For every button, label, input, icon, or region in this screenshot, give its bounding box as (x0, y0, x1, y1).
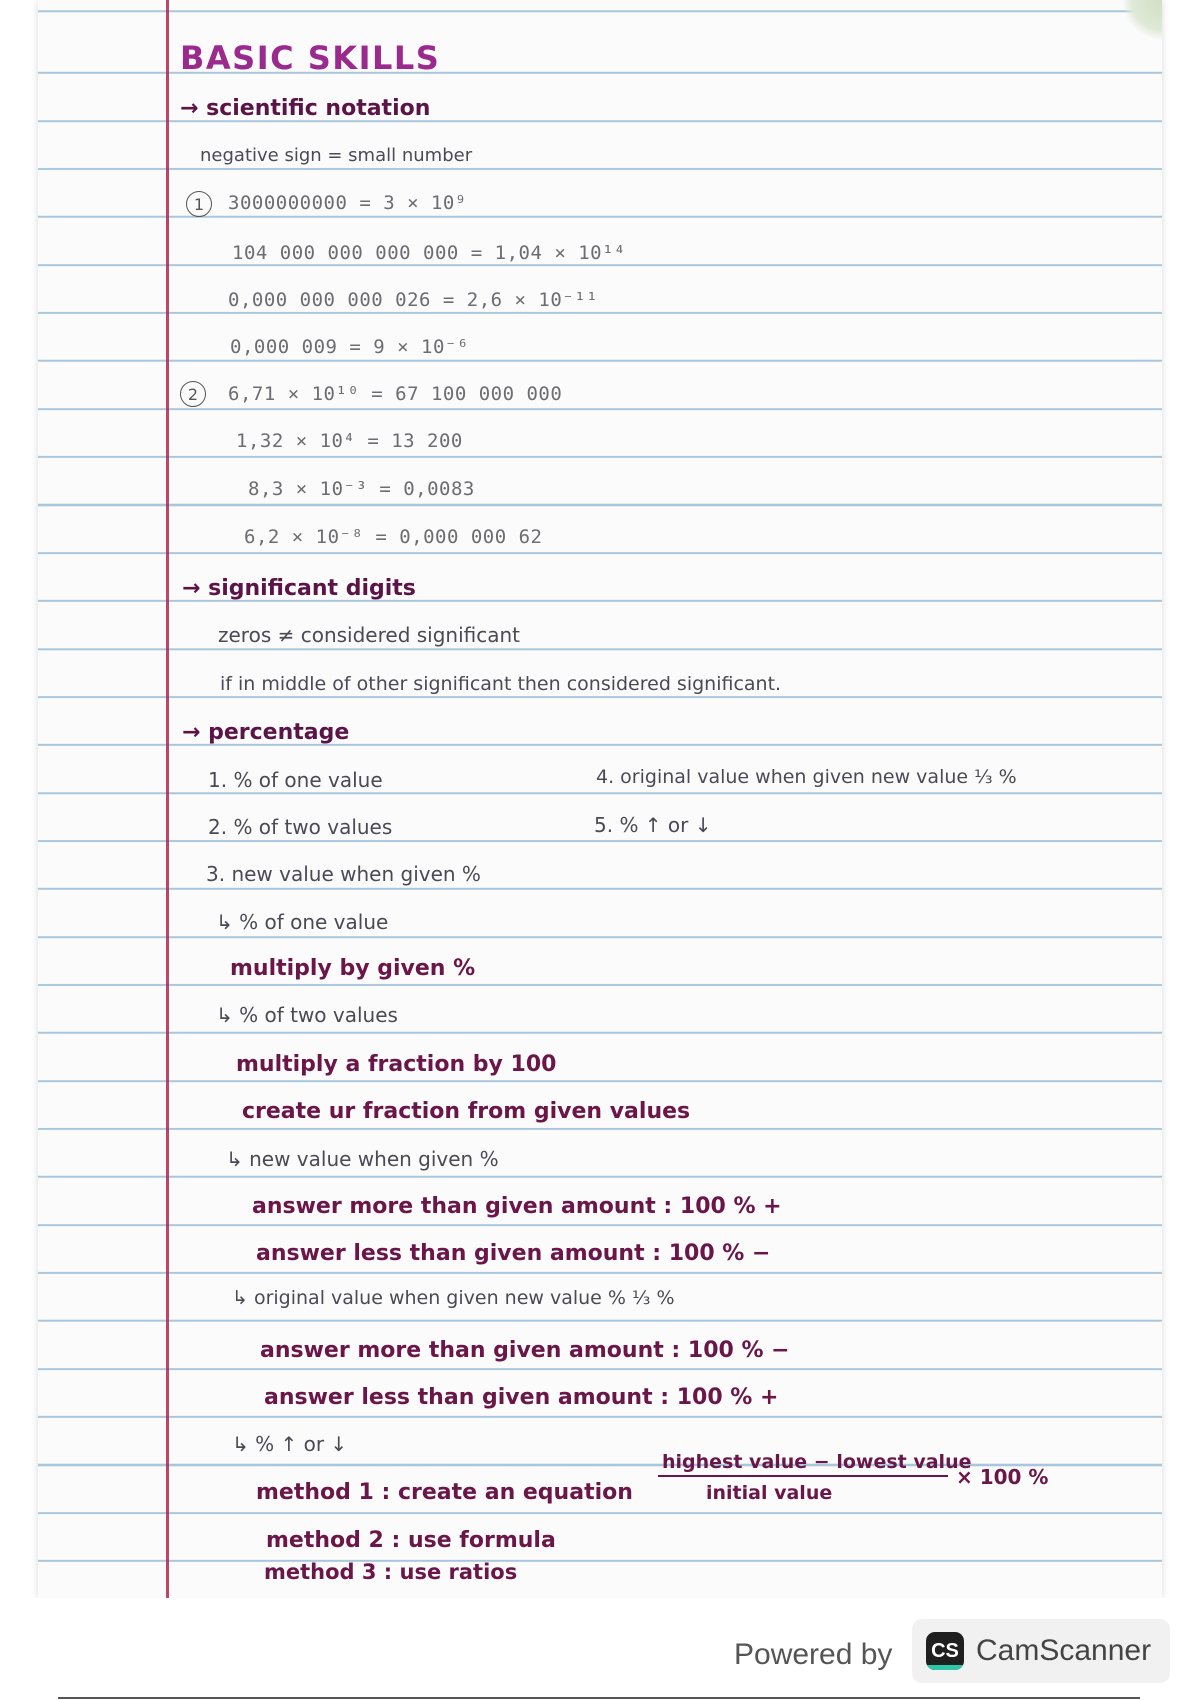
percentage-note-less-than-plus: answer less than given amount : 100 % + (264, 1385, 779, 1410)
formula-fraction-bar (658, 1475, 948, 1477)
percentage-list-item-2: 2. % of two values (208, 815, 393, 839)
sci-example-2: 104 000 000 000 000 = 1,04 × 10¹⁴ (232, 242, 626, 264)
formula-denominator: initial value (706, 1482, 833, 1504)
method-2-line: method 2 : use formula (266, 1528, 556, 1553)
formula-multiplier: × 100 % (956, 1465, 1049, 1489)
sci-example-6: 1,32 × 10⁴ = 13 200 (236, 430, 463, 452)
formula-numerator: highest value − lowest value (662, 1451, 972, 1473)
percentage-note-more-than-minus: answer more than given amount : 100 % − (260, 1338, 790, 1363)
percentage-note-more-than-plus: answer more than given amount : 100 % + (252, 1194, 782, 1219)
section-heading-significant-digits: → significant digits (182, 576, 416, 601)
percentage-subheading-one-value: ↳ % of one value (216, 910, 389, 934)
camscanner-logo-icon: CS (926, 1632, 964, 1670)
page-corner (1122, 0, 1162, 40)
sci-example-5: 6,71 × 10¹⁰ = 67 100 000 000 (228, 383, 563, 405)
camscanner-badge (912, 1619, 1170, 1683)
percentage-list-item-5: 5. % ↑ or ↓ (594, 813, 712, 837)
sci-example-8: 6,2 × 10⁻⁸ = 0,000 000 62 (244, 526, 543, 548)
significant-digits-rule-2: if in middle of other significant then considered significant. (220, 673, 782, 695)
percentage-subheading-increase-decrease: ↳ % ↑ or ↓ (232, 1432, 348, 1456)
percentage-list-item-1: 1. % of one value (208, 768, 383, 792)
sci-example-4: 0,000 009 = 9 × 10⁻⁶ (230, 336, 469, 358)
section-heading-percentage: → percentage (182, 720, 350, 745)
percentage-list-item-4: 4. original value when given new value ⅓ % (596, 766, 1017, 788)
example-number-2: 2 (180, 381, 206, 407)
section-heading-scientific-notation: → scientific notation (180, 96, 431, 121)
powered-by-label: Powered by (734, 1638, 893, 1671)
percentage-note-less-than-minus: answer less than given amount : 100 % − (256, 1241, 771, 1266)
margin-line (166, 0, 169, 1598)
percentage-list-item-3: 3. new value when given % (206, 862, 481, 886)
camscanner-brand-name: CamScanner (976, 1634, 1152, 1667)
percentage-subheading-two-values: ↳ % of two values (216, 1003, 398, 1027)
percentage-note-multiply: multiply by given % (230, 956, 476, 981)
footer-rule (58, 1697, 1140, 1699)
method-3-line: method 3 : use ratios (264, 1560, 518, 1584)
sci-example-3: 0,000 000 000 026 = 2,6 × 10⁻¹¹ (228, 289, 599, 311)
example-number-1: 1 (186, 191, 212, 217)
percentage-note-fraction: multiply a fraction by 100 (236, 1052, 557, 1077)
significant-digits-rule-1: zeros ≠ considered significant (218, 623, 521, 647)
percentage-subheading-new-value: ↳ new value when given % (226, 1147, 499, 1171)
method-1-line: method 1 : create an equation (256, 1480, 633, 1505)
sci-example-7: 8,3 × 10⁻³ = 0,0083 (248, 478, 475, 500)
percentage-subheading-original-value: ↳ original value when given new value % ⅓ % (232, 1287, 675, 1309)
page-title: BASIC SKILLS (180, 39, 441, 77)
scientific-notation-rule: negative sign = small number (200, 145, 473, 166)
sci-example-1: 3000000000 = 3 × 10⁹ (228, 192, 467, 214)
percentage-note-create-fraction: create ur fraction from given values (242, 1099, 691, 1124)
